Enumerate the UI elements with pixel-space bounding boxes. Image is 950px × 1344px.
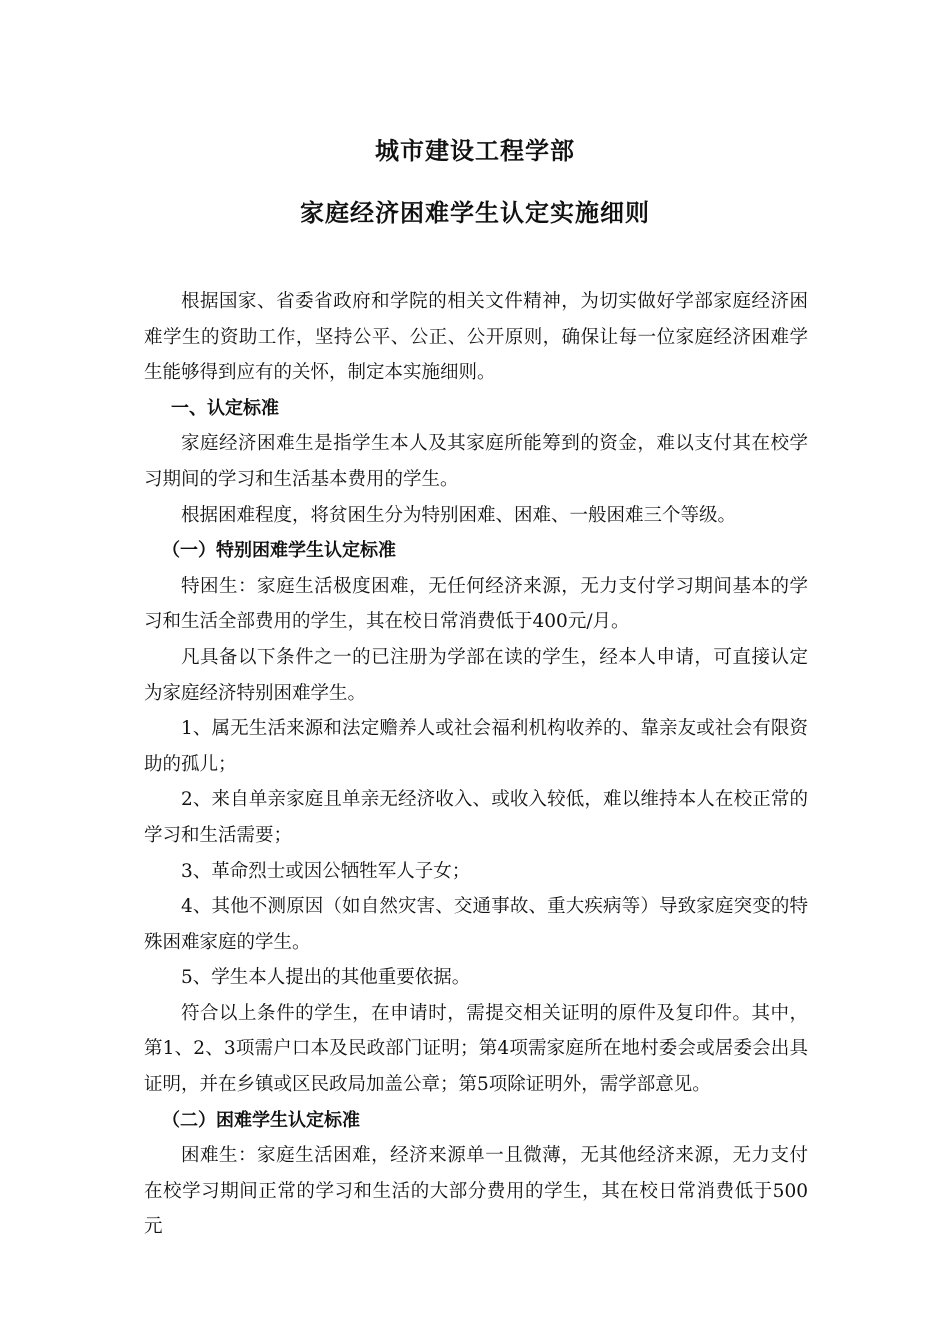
- subsection-heading: （一）特别困难学生认定标准: [162, 540, 396, 562]
- section-heading: 一、认定标准: [171, 397, 279, 419]
- list-item: 5、学生本人提出的其他重要依据。: [181, 967, 471, 989]
- list-item: 2、来自单亲家庭且单亲无经济收入、或收入较低，难以维持本人在校正常的学习和生活需要；: [144, 789, 808, 846]
- list-item: 4、其他不测原因（如自然灾害、交通事故、重大疾病等）导致家庭突变的特殊困难家庭的学生。: [144, 896, 808, 953]
- list-item: 1、属无生活来源和法定赡养人或社会福利机构收养的、靠亲友或社会有限资助的孤儿；: [144, 718, 808, 775]
- document-title-line2: 家庭经济困难学生认定实施细则: [300, 199, 650, 227]
- paragraph: 符合以上条件的学生，在申请时，需提交相关证明的原件及复印件。其中，第1、2、3项需户口本及民政部门证明；第4项需家庭所在地村委会或居委会出具证明，并在乡镇或区民政局加盖公章；第5项除证明外，需学部意见。: [144, 1002, 808, 1096]
- subsection-heading: （二）困难学生认定标准: [162, 1109, 360, 1131]
- list-item: 3、革命烈士或因公牺牲军人子女；: [181, 860, 471, 882]
- document-title-line1: 城市建设工程学部: [375, 137, 575, 165]
- paragraph: 家庭经济困难生是指学生本人及其家庭所能筹到的资金，难以支付其在校学习期间的学习和生活基本费用的学生。: [144, 433, 808, 490]
- paragraph: 凡具备以下条件之一的已注册为学部在读的学生，经本人申请，可直接认定为家庭经济特别困难学生。: [144, 646, 808, 704]
- paragraph: 特困生：家庭生活极度困难，无任何经济来源，无力支付学习期间基本的学习和生活全部费用的学生，其在校日常消费低于400元/月。: [144, 575, 808, 633]
- paragraph: 根据困难程度，将贫困生分为特别困难、困难、一般困难三个等级。: [181, 504, 737, 526]
- paragraph: 根据国家、省委省政府和学院的相关文件精神，为切实做好学部家庭经济困难学生的资助工作，坚持公平、公正、公开原则，确保让每一位家庭经济困难学生能够得到应有的关怀，制定本实施细则。: [144, 291, 808, 384]
- document-body: [144, 284, 808, 1245]
- paragraph: 困难生：家庭生活困难，经济来源单一且微薄，无其他经济来源，无力支付在校学习期间正常的学习和生活的大部分费用的学生，其在校日常消费低于500元: [144, 1145, 808, 1238]
